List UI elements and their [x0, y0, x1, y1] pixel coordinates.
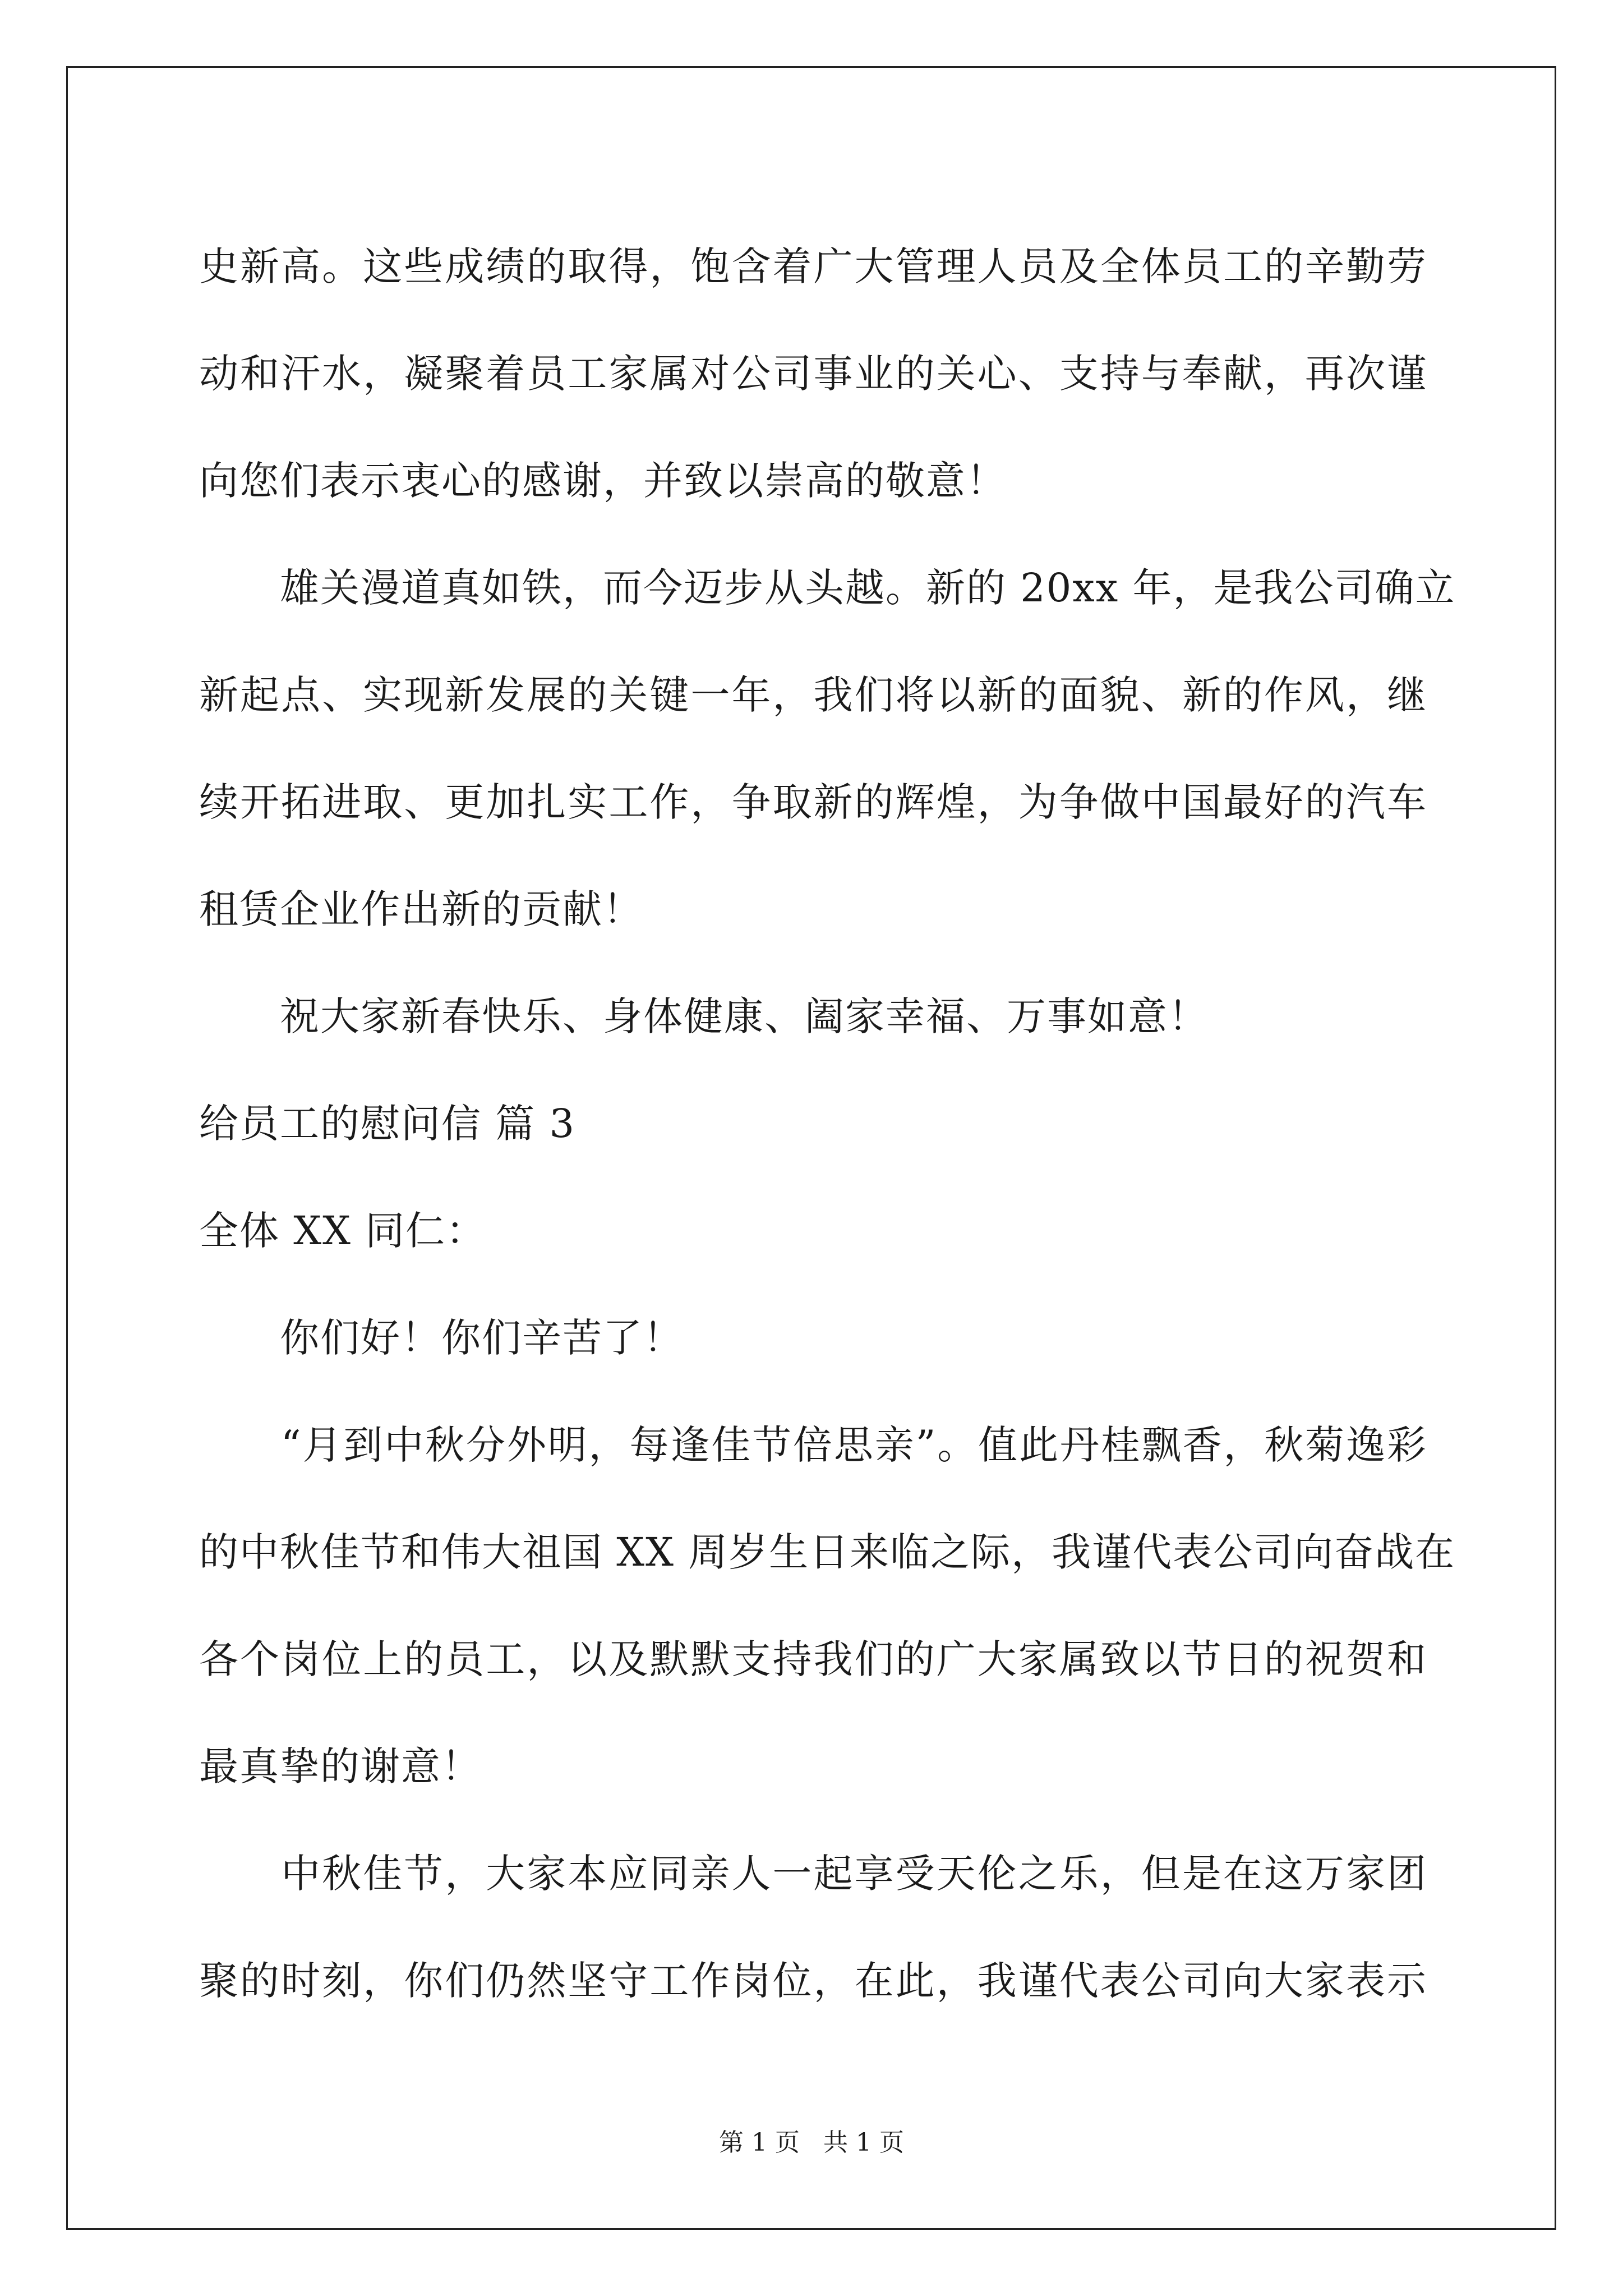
text-line-8: 祝大家新春快乐、身体健康、阖家幸福、万事如意！: [199, 993, 1209, 1039]
text-line-2: 动和汗水，凝聚着员工家属对公司事业的关心、支持与奉献，再次谨: [199, 351, 1427, 397]
text-line-17: 聚的时刻，你们仍然坚守工作岗位，在此，我谨代表公司向大家表示: [199, 1958, 1427, 2004]
document-body: [199, 213, 1456, 2035]
text-line-1: 史新高。这些成绩的取得，饱含着广大管理人员及全体员工的辛勤劳: [199, 243, 1427, 289]
text-line-3: 向您们表示衷心的感谢，并致以崇高的敬意！: [199, 458, 1007, 504]
text-line-6: 续开拓进取、更加扎实工作，争取新的辉煌，为争做中国最好的汽车: [199, 779, 1427, 825]
text-line-13: 的中秋佳节和伟大祖国 XX 周岁生日来临之际，我谨代表公司向奋战在: [199, 1529, 1456, 1575]
page-footer: 第 1 页 共 1 页: [719, 2128, 904, 2157]
text-line-15: 最真挚的谢意！: [199, 1743, 482, 1789]
text-line-7: 租赁企业作出新的贡献！: [199, 886, 643, 932]
text-line-16: 中秋佳节，大家本应同亲人一起享受天伦之乐，但是在这万家团: [199, 1851, 1427, 1897]
text-line-11: 你们好！你们辛苦了！: [199, 1315, 684, 1361]
section-heading: 给员工的慰问信 篇 3: [199, 1101, 576, 1147]
text-line-5: 新起点、实现新发展的关键一年，我们将以新的面貌、新的作风，继: [199, 672, 1427, 718]
salutation: 全体 XX 同仁：: [199, 1208, 487, 1254]
text-line-14: 各个岗位上的员工，以及默默支持我们的广大家属致以节日的祝贺和: [199, 1636, 1427, 1682]
text-line-12: “月到中秋分外明，每逢佳节倍思亲”。值此丹桂飘香，秋菊逸彩: [199, 1422, 1427, 1468]
text-line-4: 雄关漫道真如铁，而今迈步从头越。新的 20xx 年，是我公司确立: [199, 565, 1456, 611]
